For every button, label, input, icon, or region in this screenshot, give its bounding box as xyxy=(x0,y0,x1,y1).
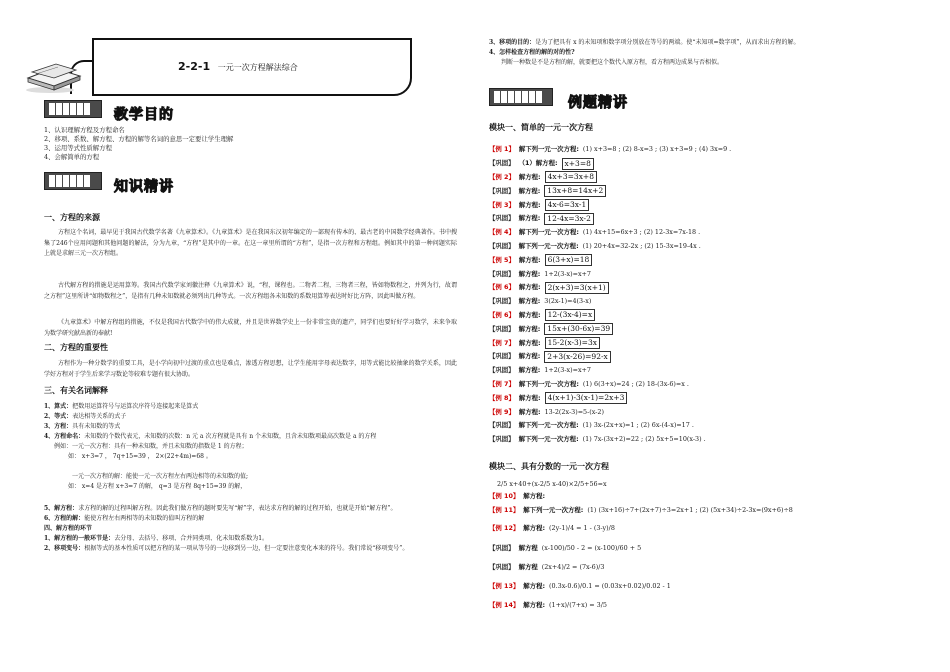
example-row xyxy=(489,433,909,447)
example-instruction: 解下列一元一次方程: xyxy=(518,228,579,237)
example-instruction: 解方程: xyxy=(518,255,541,264)
example-row xyxy=(489,309,909,323)
example-row xyxy=(489,478,909,490)
section-badge-knowledge xyxy=(44,172,102,190)
right-steps xyxy=(489,38,904,68)
example-row xyxy=(489,378,909,392)
step-item: 3、移项的目的：是为了把具有 x 的未知项和数字项分别放在等号的两端。使“未知项=数字项”，从而求出方程的解。 xyxy=(489,39,800,46)
heading-terms: 三、有关名词解释 xyxy=(44,386,108,395)
example-row xyxy=(489,253,909,267)
paragraph-origin-3: 《九章算术》中解方程组的措施，不仅是我国古代数学中的伟大成就，并且是世界数学史上一份非常宝贵的遗产，同学们也要好好学习数学，未来争取为数学研究献出新的奉献! xyxy=(44,319,457,337)
equation-text: (1) 3x-(2x+x)=1 ; (2) 6x-(4-x)=17 . xyxy=(582,421,694,430)
example-tag: 【巩固】 xyxy=(489,214,515,223)
example-instruction: 解方程: xyxy=(518,393,541,402)
example-tag: 【例 11】 xyxy=(489,505,520,514)
example-instruction: 解方程: xyxy=(518,297,541,306)
example-row xyxy=(489,295,909,309)
equation-text: 1+2(3-x)=x+7 xyxy=(544,269,591,278)
example-row xyxy=(489,576,909,596)
example-instruction: 解方程: xyxy=(518,407,541,416)
equation-text: 13-2(2x-3)=5-(x-2) xyxy=(544,407,604,416)
example-row xyxy=(489,198,909,212)
equation-text: (1) 7x-(3x+2)=22 ; (2) 5x+5=10(x-3) . xyxy=(582,435,706,444)
example-tag: 【巩固】 xyxy=(489,421,515,430)
example-row xyxy=(489,240,909,254)
equation-box: 2(x+3)=3(x+1) xyxy=(545,282,609,294)
example-tag: 【巩固】 xyxy=(489,159,515,168)
example-list-1 xyxy=(489,143,909,447)
module-heading-1: 模块一、简单的一元一次方程 xyxy=(489,123,593,132)
example-row xyxy=(489,419,909,433)
example-instruction: 解下列一元一次方程: xyxy=(518,435,579,444)
equation-text: (1) (3x+16)÷7+(2x+7)÷3=2x+1 ; (2) (5x+34)÷2-3x=(9x+6)÷8 xyxy=(587,505,793,514)
equation-text: (2x+4)/2 = (7x-6)/3 xyxy=(541,562,605,571)
example-instruction: 解方程: xyxy=(518,352,541,361)
paragraph-origin-2: 古代解方程的措施是运用算筹。我国古代数学家刘徽注释《九章算术》说，“程，课程也。二物者二程，三物者三程，皆如物数程之，并列为行，故谓之方程”这里所讲“如物数程之”，是指有几种未知数就必须列出几种等式。一次方程组各未知数的系数用算筹表达时好比方阵，因此叫做方程。 xyxy=(44,282,457,300)
term-example: 一元一次方程的解：能使一元一次方程左右两边相等的未知数的值; xyxy=(72,473,249,480)
example-list-2 xyxy=(489,478,909,614)
example-instruction: 解方程: xyxy=(518,269,541,278)
term-item: 2、等式：表达相等关系的式子 xyxy=(44,413,127,420)
goal-item: 2、移项、系数、解方程、方程的解等名词的意思一定要让学生理解 xyxy=(44,135,234,143)
example-tag: 【例 12】 xyxy=(489,524,520,532)
term-item: 3、方程：具有未知数的等式 xyxy=(44,423,121,430)
example-instruction: 解方程: xyxy=(523,600,546,609)
example-row xyxy=(489,502,909,518)
example-instruction: （1）解方程: xyxy=(518,159,558,168)
step-heading: 4、怎样检查方程的解的对的性? xyxy=(489,49,575,56)
example-tag: 【巩固】 xyxy=(489,186,515,195)
example-row xyxy=(489,558,909,576)
equation-text: (1) 20+4x=32-2x ; (2) 15-3x=19-4x . xyxy=(582,241,701,250)
example-row xyxy=(489,212,909,226)
example-tag: 【巩固】 xyxy=(489,324,515,333)
equation-text: (2y-1)/4 = 1 - (3-y)/8 xyxy=(549,524,615,532)
term-example: 如： x=4 是方程 x+3=7 的解， q=3 是方程 8q+15=39 的解， xyxy=(68,483,247,490)
example-tag: 【例 14】 xyxy=(489,600,520,609)
equation-text: (x-100)/50 - 2 = (x-100)/60 + 5 xyxy=(541,544,642,552)
example-instruction: 解方程: xyxy=(523,581,546,590)
goal-item: 3、运用等式性质解方程 xyxy=(44,144,112,152)
equation-text: (0.3x-0.6)/0.1 = (0.03x+0.02)/0.02 - 1 xyxy=(549,581,671,590)
example-tag: 【例 7】 xyxy=(489,338,515,347)
goals-list xyxy=(44,126,424,162)
equation-box: 15-2(x-3)=3x xyxy=(545,337,600,349)
example-row xyxy=(489,184,909,198)
page-title: 2-2-1 一元一次方程解法综合 xyxy=(178,60,298,73)
example-row xyxy=(489,226,909,240)
step-item: 2、移项变号：根据等式的基本性质可以把方程的某一项从等号的一边移到另一边，但一定要注意变化本来的符号。我们常说“移项变号”。 xyxy=(44,545,409,552)
example-row xyxy=(489,596,909,614)
heading-origin: 一、方程的来源 xyxy=(44,213,100,222)
example-tag: 【例 5】 xyxy=(489,255,515,264)
example-tag: 【巩固】 xyxy=(489,544,515,552)
example-row xyxy=(489,364,909,378)
example-row xyxy=(489,391,909,405)
equation-box: 6(3+x)=18 xyxy=(545,254,593,266)
example-instruction: 解方程: xyxy=(518,172,541,181)
module-heading-2: 模块二、具有分数的一元一次方程 xyxy=(489,462,609,471)
example-tag: 【例 2】 xyxy=(489,172,515,181)
equation-text: 1+2(3-x)=x+7 xyxy=(544,366,591,375)
heading-steps: 四、解方程的环节 xyxy=(44,525,93,532)
example-instruction: 解下列一元一次方程: xyxy=(518,241,579,250)
equation-text: (1) 4x+15=6x+3 ; (2) 12-3x=7x-18 . xyxy=(582,228,701,237)
example-tag: 【巩固】 xyxy=(489,352,515,361)
example-tag: 【例 1】 xyxy=(489,145,515,154)
example-instruction: 解方程: xyxy=(523,491,546,500)
example-instruction: 解方程: xyxy=(518,200,541,209)
example-row xyxy=(489,322,909,336)
goal-item: 4、会解简单的方程 xyxy=(44,153,100,161)
example-tag: 【巩固】 xyxy=(489,366,515,375)
equation-box: 12-4x=3x-2 xyxy=(544,213,594,225)
example-instruction: 解方程: xyxy=(518,283,541,292)
example-instruction: 解下列一元一次方程: xyxy=(518,421,579,430)
equation-text: (1) 6(3+x)=24 ; (2) 18-(3x-6)=x . xyxy=(582,379,689,388)
example-tag: 【例 4】 xyxy=(489,228,515,237)
example-row xyxy=(489,405,909,419)
example-tag: 【例 6】 xyxy=(489,310,515,319)
step-paragraph: 判断一种数是不是方程的解，就要把这个数代入原方程，看方程两边成果与否相似。 xyxy=(501,59,724,66)
section-badge-goals xyxy=(44,100,102,118)
term-item: 5、解方程：求方程的解的过程叫解方程。因此我们做方程的题时要先写“解”字，表达求方程的解的过程开始，也就是开始“解方程”。 xyxy=(44,505,397,512)
example-tag: 【巩固】 xyxy=(489,241,515,250)
example-instruction: 解下列一元一次方程: xyxy=(523,505,584,514)
example-row xyxy=(489,281,909,295)
example-row xyxy=(489,171,909,185)
equation-box: 13x+8=14x+2 xyxy=(544,185,606,197)
equation-box: 4(x+1)-3(x-1)=2x+3 xyxy=(545,392,628,404)
section-title-goals: 教学目的 xyxy=(114,107,174,123)
equation-box: 15x+(30-6x)=39 xyxy=(544,323,613,335)
example-tag: 【巩固】 xyxy=(489,297,515,306)
example-tag: 【例 6】 xyxy=(489,283,515,292)
term-item: 6、方程的解：能使方程左右两相等的未知数的值叫方程的解 xyxy=(44,515,205,522)
heading-importance: 二、方程的重要性 xyxy=(44,343,108,352)
step-item: 1、解方程的一般环节是：去分母、去括号、移项、合并同类项、化未知数系数为1。 xyxy=(44,535,269,542)
equation-text: 2/5 x+40+(x-2/5 x-40)×2/5+56=x xyxy=(497,479,607,488)
equation-box: 4x+3=3x+8 xyxy=(545,171,597,183)
equation-box: 4x-6=3x-1 xyxy=(545,199,590,211)
equation-box: x+3=8 xyxy=(562,158,594,170)
equation-text: 3(2x-1)=4(3-x) xyxy=(544,297,592,306)
example-tag: 【例 8】 xyxy=(489,393,515,402)
example-row xyxy=(489,350,909,364)
example-row xyxy=(489,157,909,171)
example-row xyxy=(489,490,909,502)
goal-item: 1、认识理解方程及方程命名 xyxy=(44,126,125,134)
example-instruction: 解方程: xyxy=(518,366,541,375)
section-title-examples: 例题精讲 xyxy=(568,95,628,111)
example-tag: 【例 9】 xyxy=(489,407,515,416)
example-row xyxy=(489,143,909,157)
example-row xyxy=(489,267,909,281)
example-tag: 【巩固】 xyxy=(489,269,515,278)
example-tag: 【例 10】 xyxy=(489,491,520,500)
example-row xyxy=(489,518,909,539)
equation-box: 2+3(x-26)=92-x xyxy=(544,351,610,363)
equation-text: (1+x)/(7+x) = 3/5 xyxy=(549,600,607,609)
example-tag: 【巩固】 xyxy=(489,435,515,444)
example-instruction: 解下列一元一次方程: xyxy=(518,145,579,154)
equation-box: 12-(3x-4)=x xyxy=(545,309,596,321)
example-instruction: 解方程 xyxy=(518,544,538,552)
example-tag: 【巩固】 xyxy=(489,562,515,571)
example-tag: 【例 13】 xyxy=(489,581,520,590)
section-title-knowledge: 知识精讲 xyxy=(114,179,174,195)
paragraph-origin-1: 方程这个名词，最早见于我国古代数学名著《九章算术》。《九章算术》是在我国东汉初年编定的一部现有传本的、最古老的中国数学经典著作。书中搜集了246个应用问题和其他问题的解法，分为九章，“方程”是其中的一章。在这一章里所谓的“方程”，是指一次方程和方程组。例如其中的第一种问题实际上就是求解三元一次方程组。 xyxy=(44,229,457,257)
term-example: 例如：一元一次方程：具有一种未知数，并且未知数的指数是 1 的方程； xyxy=(54,443,248,450)
term-example: 如： x+3=7 ， 7q+15=39 ， 2×(22+4m)=68 。 xyxy=(68,453,212,460)
example-instruction: 解方程: xyxy=(518,324,541,333)
example-instruction: 解方程: xyxy=(518,214,541,223)
paragraph-importance: 方程作为一种分数学的重要工具，是小学向初中过渡的重点也是难点，渗透方程思想，让学生能用字母表达数字，用等式能比较抽象的数学关系，因此学好方程对于学生后来学习数论等较难专题有很大协助。 xyxy=(44,360,457,378)
equation-text: (1) x+3=8 ; (2) 8-x=3 ; (3) x+3=9 ; (4) 3x=9 . xyxy=(582,145,732,154)
example-row xyxy=(489,336,909,350)
terms-list xyxy=(44,402,457,554)
example-row xyxy=(489,539,909,558)
book-icon xyxy=(24,58,82,94)
example-instruction: 解方程: xyxy=(518,186,541,195)
example-instruction: 解方程: xyxy=(523,524,546,532)
example-instruction: 解下列一元一次方程: xyxy=(518,379,579,388)
example-instruction: 解方程 xyxy=(518,562,538,571)
example-instruction: 解方程: xyxy=(518,338,541,347)
example-tag: 【例 7】 xyxy=(489,379,515,388)
term-item: 4、方程命名：未知数的个数代表元，未知数的次数：n 元 a 次方程就是具有 n 个未知数，且含未知数项最高次数是 a 的方程 xyxy=(44,433,377,440)
example-tag: 【例 3】 xyxy=(489,200,515,209)
section-badge-examples xyxy=(489,88,553,106)
term-item: 1、算式：把数用运算符号与运算次序符号连接起来是算式 xyxy=(44,403,199,410)
example-instruction: 解方程: xyxy=(518,310,541,319)
